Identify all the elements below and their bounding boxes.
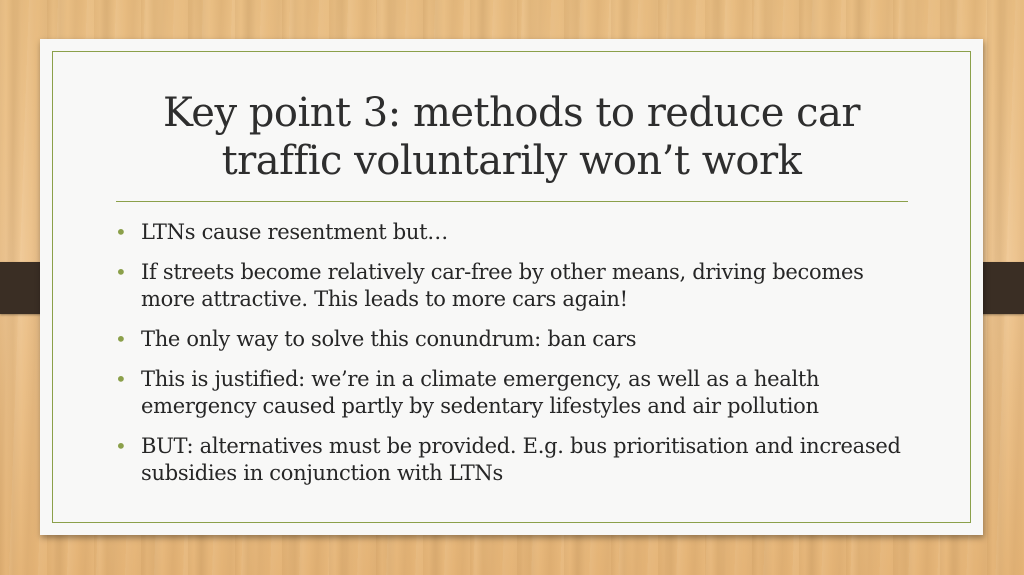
- bullet-text: BUT: alternatives must be provided. E.g. bus prioritisation and increased subsidies in conjunction with LTNs: [141, 434, 901, 485]
- bullet-text: The only way to solve this conundrum: ban cars: [141, 327, 637, 351]
- bullet-text: This is justified: we’re in a climate emergency, as well as a health emergency caused partly by sedentary lifestyles and air pollution: [141, 367, 820, 418]
- bullet-item-3: [112, 326, 912, 353]
- bullet-item-1: [112, 219, 912, 246]
- slide-card: [40, 39, 983, 535]
- bullet-dot-icon: •: [115, 220, 127, 244]
- bullet-dot-icon: •: [115, 434, 127, 458]
- bullet-dot-icon: •: [115, 260, 127, 284]
- bullet-text: If streets become relatively car-free by other means, driving becomes more attractive. This leads to more cars again!: [141, 260, 864, 311]
- bullet-text: LTNs cause resentment but…: [141, 220, 448, 244]
- slide-title: Key point 3: methods to reduce car traffic voluntarily won’t work: [162, 90, 861, 184]
- title-divider: [116, 201, 908, 202]
- bullet-item-5: [112, 433, 912, 487]
- bullet-dot-icon: •: [115, 367, 127, 391]
- bullet-list: [112, 219, 912, 500]
- bullet-dot-icon: •: [115, 327, 127, 351]
- bullet-item-2: [112, 259, 912, 313]
- bullet-item-4: [112, 366, 912, 420]
